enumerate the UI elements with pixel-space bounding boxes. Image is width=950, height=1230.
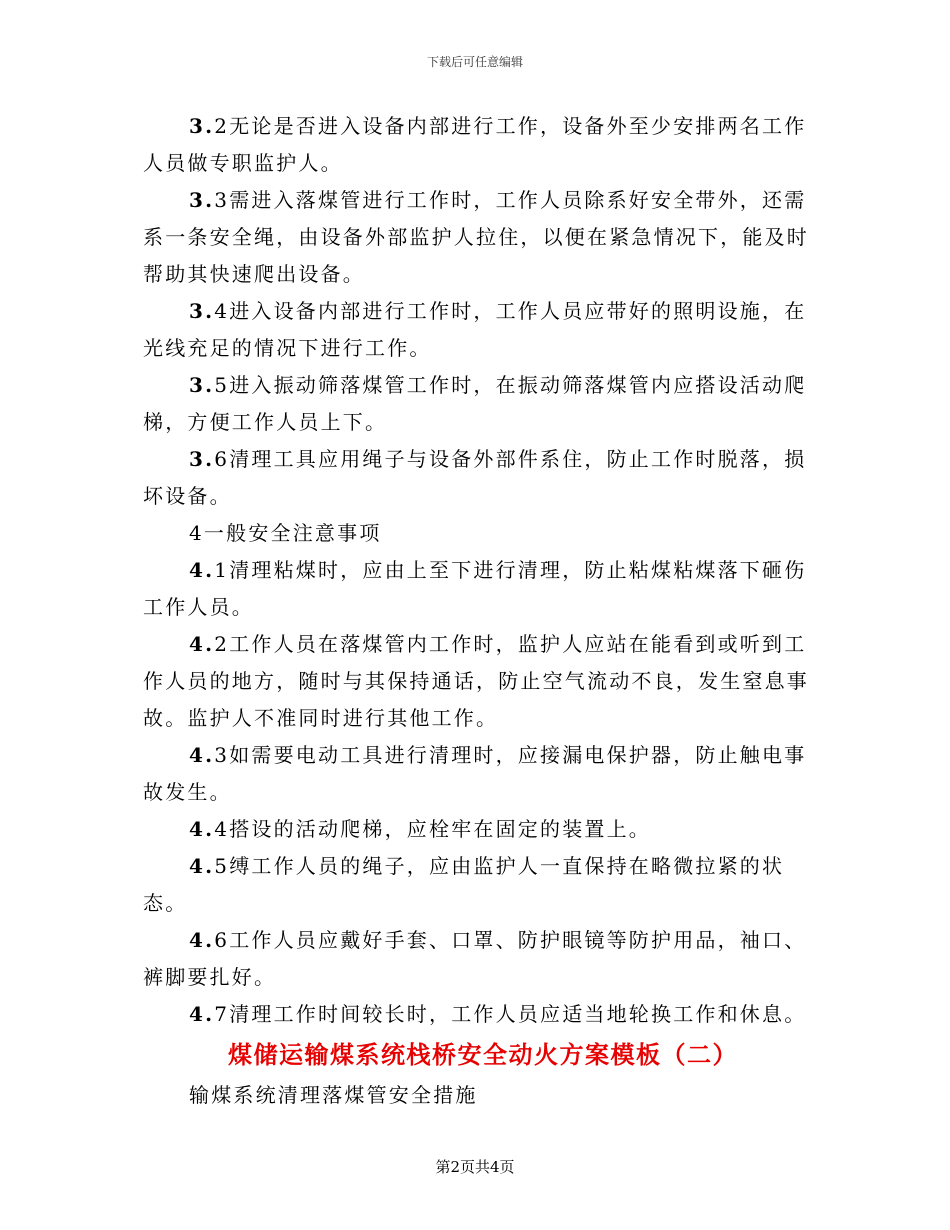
paragraph-text: 5缚工作人员的绳子，应由监护人一直保持在略微拉紧的状态。 bbox=[143, 854, 785, 915]
section-number: 4. bbox=[189, 928, 215, 952]
paragraph-3-6 bbox=[143, 441, 823, 515]
paragraph-text: 1清理粘煤时，应由上至下进行清理，防止粘煤粘煤落下砸伤工作人员。 bbox=[143, 558, 807, 619]
subtitle: 输煤系统清理落煤管安全措施 bbox=[189, 1083, 478, 1107]
section-number: 4. bbox=[189, 817, 215, 841]
paragraph-text: 6工作人员应戴好手套、口罩、防护眼镜等防护用品，袖口、裤脚要扎好。 bbox=[143, 928, 807, 989]
section-number: 4. bbox=[189, 632, 215, 656]
paragraph-4-3 bbox=[143, 737, 823, 811]
paragraph-text: 2工作人员在落煤管内工作时，监护人应站在能看到或听到工作人员的地方，随时与其保持通话，防止空气流动不良，发生窒息事故。监护人不准同时进行其他工作。 bbox=[143, 632, 809, 730]
section-number: 4. bbox=[189, 558, 215, 582]
section-number: 3. bbox=[189, 447, 215, 471]
section-number: 3. bbox=[189, 373, 215, 397]
section-number: 4. bbox=[189, 1002, 215, 1026]
section-number: 4. bbox=[189, 743, 215, 767]
section-number: 3. bbox=[189, 299, 215, 323]
paragraph-text: 3如需要电动工具进行清理时，应接漏电保护器，防止触电事故发生。 bbox=[143, 743, 807, 804]
paragraph-text: 7清理工作时间较长时，工作人员应适当地轮换工作和休息。 bbox=[214, 1002, 807, 1026]
section-title: 煤储运输煤系统栈桥安全动火方案模板（二） bbox=[228, 1040, 738, 1069]
paragraph-4-7 bbox=[143, 996, 823, 1033]
paragraph-text: 4进入设备内部进行工作时，工作人员应带好的照明设施，在光线充足的情况下进行工作。 bbox=[143, 299, 807, 360]
paragraph-text: 6清理工具应用绳子与设备外部件系住，防止工作时脱落，损坏设备。 bbox=[143, 447, 807, 508]
paragraph-4-5 bbox=[143, 848, 823, 922]
paragraph-4-4 bbox=[143, 811, 823, 848]
paragraph-3-3 bbox=[143, 182, 823, 293]
document-body bbox=[143, 108, 823, 1114]
section-number: 3. bbox=[189, 188, 215, 212]
paragraph-text: 2无论是否进入设备内部进行工作，设备外至少安排两名工作人员做专职监护人。 bbox=[143, 114, 807, 175]
section-heading-4 bbox=[143, 515, 823, 552]
paragraph-3-4 bbox=[143, 293, 823, 367]
paragraph-4-1 bbox=[143, 552, 823, 626]
paragraph-3-5 bbox=[143, 367, 823, 441]
section-number: 4. bbox=[189, 854, 215, 878]
paragraph-4-2 bbox=[143, 626, 823, 737]
paragraph-text: 5进入振动筛落煤管工作时，在振动筛落煤管内应搭设活动爬梯，方便工作人员上下。 bbox=[143, 373, 807, 434]
paragraph-text: 3需进入落煤管进行工作时，工作人员除系好安全带外，还需系一条安全绳，由设备外部监护人拉住，以便在紧急情况下，能及时帮助其快速爬出设备。 bbox=[143, 188, 809, 286]
paragraph-text: 4一般安全注意事项 bbox=[189, 521, 382, 545]
paragraph-4-6 bbox=[143, 922, 823, 996]
page-header-note: 下载后可任意编辑 bbox=[426, 55, 523, 69]
page-number: 第2页共4页 bbox=[435, 1158, 515, 1176]
paragraph-3-2 bbox=[143, 108, 823, 182]
section-number: 3. bbox=[189, 114, 215, 138]
paragraph-text: 4搭设的活动爬梯，应栓牢在固定的装置上。 bbox=[214, 817, 652, 841]
